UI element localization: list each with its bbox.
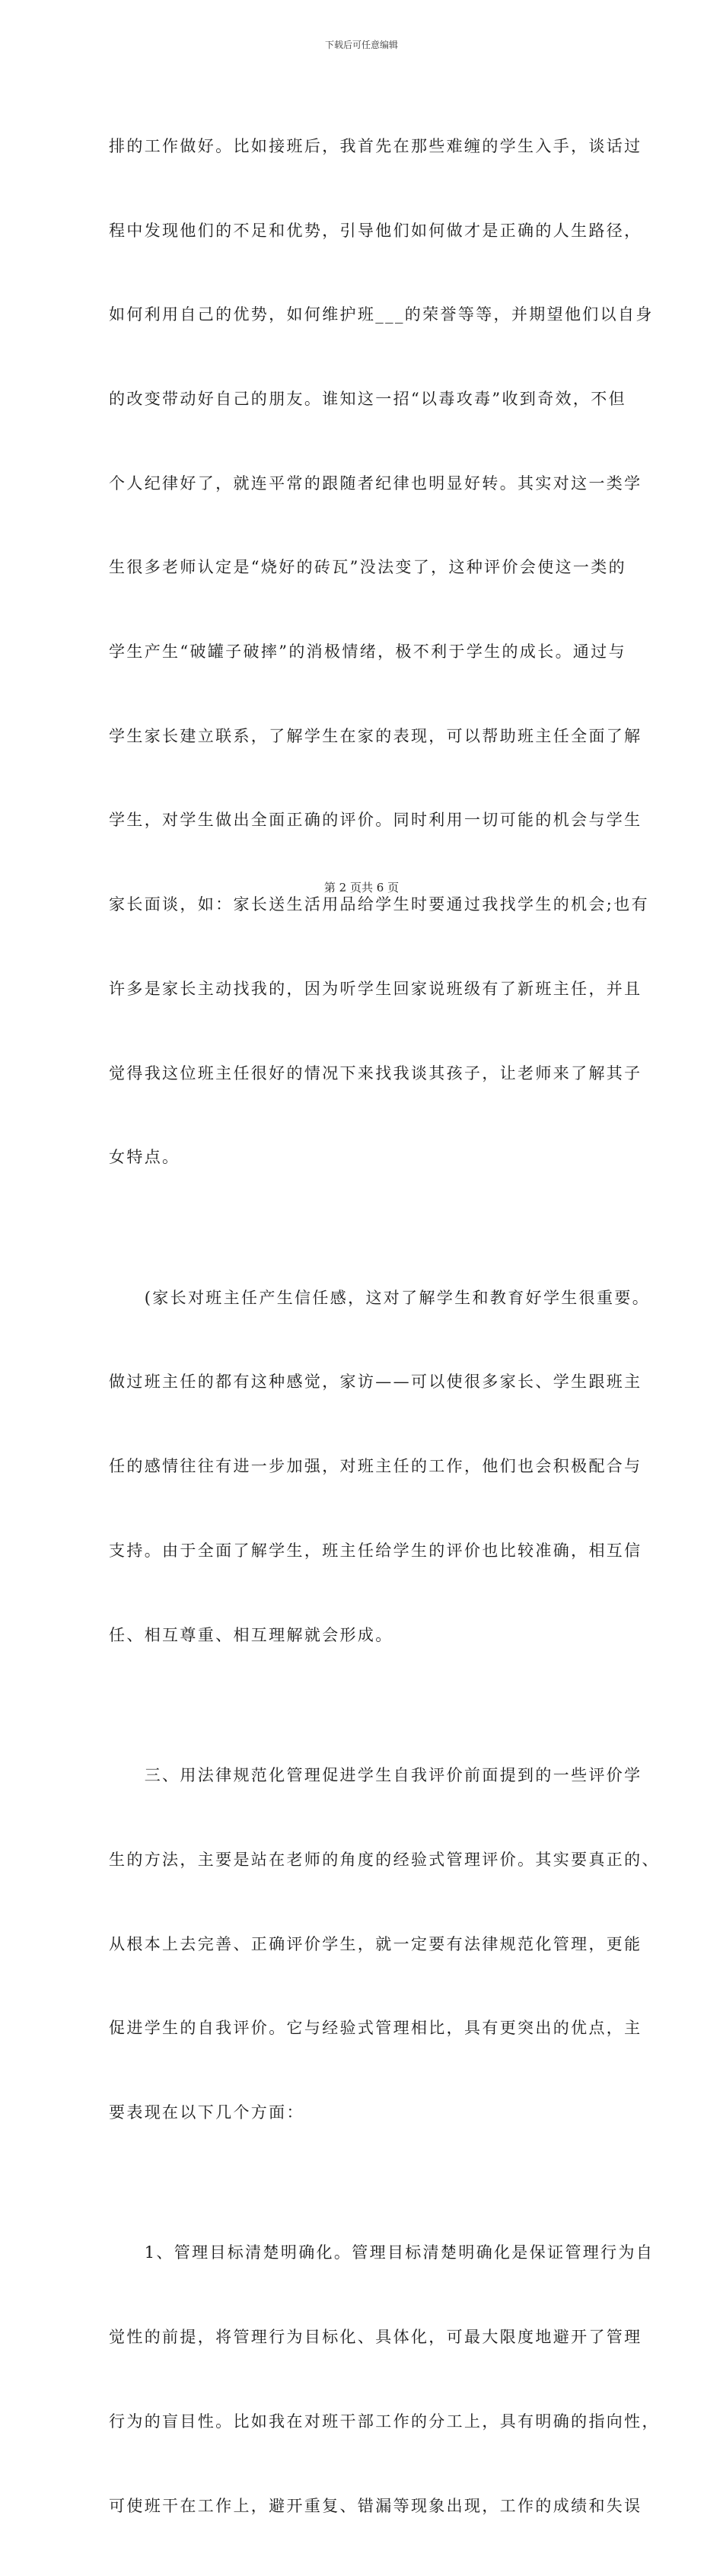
text-line: 家长面谈，如：家长送生活用品给学生时要通过我找学生的机会;也有 [109,895,649,914]
text-line: 行为的盲目性。比如我在对班干部工作的分工上，具有明确的指向性， [109,2412,660,2431]
text-line: 从根本上去完善、正确评价学生，就一定要有法律规范化管理，更能 [109,1934,642,1953]
text-line: 促进学生的自我评价。它与经验式管理相比，具有更突出的优点，主 [109,2019,642,2038]
text-line: 三、用法律规范化管理促进学生自我评价前面提到的一些评价学 [109,1766,642,1785]
text-line: 程中发现他们的不足和优势，引导他们如何做才是正确的人生路径， [109,221,642,240]
text-line: 生的方法，主要是站在老师的角度的经验式管理评价。其实要真正的、 [109,1850,660,1869]
paragraph-4 [109,2183,660,2576]
text-line: 学生家长建立联系，了解学生在家的表现，可以帮助班主任全面了解 [109,726,642,745]
paragraph-2 [109,1228,651,1705]
text-line: 要表现在以下几个方面： [109,2103,304,2122]
text-line: 个人纪律好了，就连平常的跟随者纪律也明显好转。其实对这一类学 [109,473,642,493]
page-number: 第 2 页共 6 页 [323,881,400,894]
text-line: 做过班主任的都有这种感觉，家访——可以使很多家长、学生跟班主 [109,1372,642,1392]
text-line: (家长对班主任产生信任感，这对了解学生和教育好学生很重要。 [109,1288,651,1307]
text-line: 任的感情往往有进一步加强，对班主任的工作，他们也会积极配合与 [109,1457,642,1476]
text-line: 可使班干在工作上，避开重复、错漏等现象出现，工作的成绩和失误 [109,2496,642,2515]
paragraph-3 [109,1705,660,2182]
text-line: 学生产生“破罐子破摔”的消极情绪，极不利于学生的成长。通过与 [109,642,626,662]
text-line: 1、管理目标清楚明确化。管理目标清楚明确化是保证管理行为自 [109,2243,655,2262]
page-header: 下载后可任意编辑 [324,40,398,50]
text-line: 支持。由于全面了解学生，班主任给学生的评价也比较准确，相互信 [109,1541,642,1560]
text-line: 学生，对学生做出全面正确的评价。同时利用一切可能的机会与学生 [109,811,642,830]
text-line: 女特点。 [109,1148,180,1167]
text-line: 排的工作做好。比如接班后，我首先在那些难缠的学生入手，谈话过 [109,136,642,155]
text-line: 觉性的前提，将管理行为目标化、具体化，可最大限度地避开了管理 [109,2328,642,2347]
text-line: 觉得我这位班主任很好的情况下来找我谈其孩子，让老师来了解其子 [109,1063,642,1082]
text-line: 生很多老师认定是“烧好的砖瓦”没法变了，这种评价会使这一类的 [109,558,626,577]
text-line: 如何利用自己的优势，如何维护班___的荣誉等等，并期望他们以自身 [109,305,654,324]
text-line: 的改变带动好自己的朋友。谁知这一招“以毒攻毒”收到奇效，不但 [109,389,626,408]
body-text [109,76,660,2576]
paragraph-1 [109,76,654,1228]
text-line: 许多是家长主动找我的，因为听学生回家说班级有了新班主任，并且 [109,979,642,998]
text-line: 任、相互尊重、相互理解就会形成。 [109,1625,393,1644]
